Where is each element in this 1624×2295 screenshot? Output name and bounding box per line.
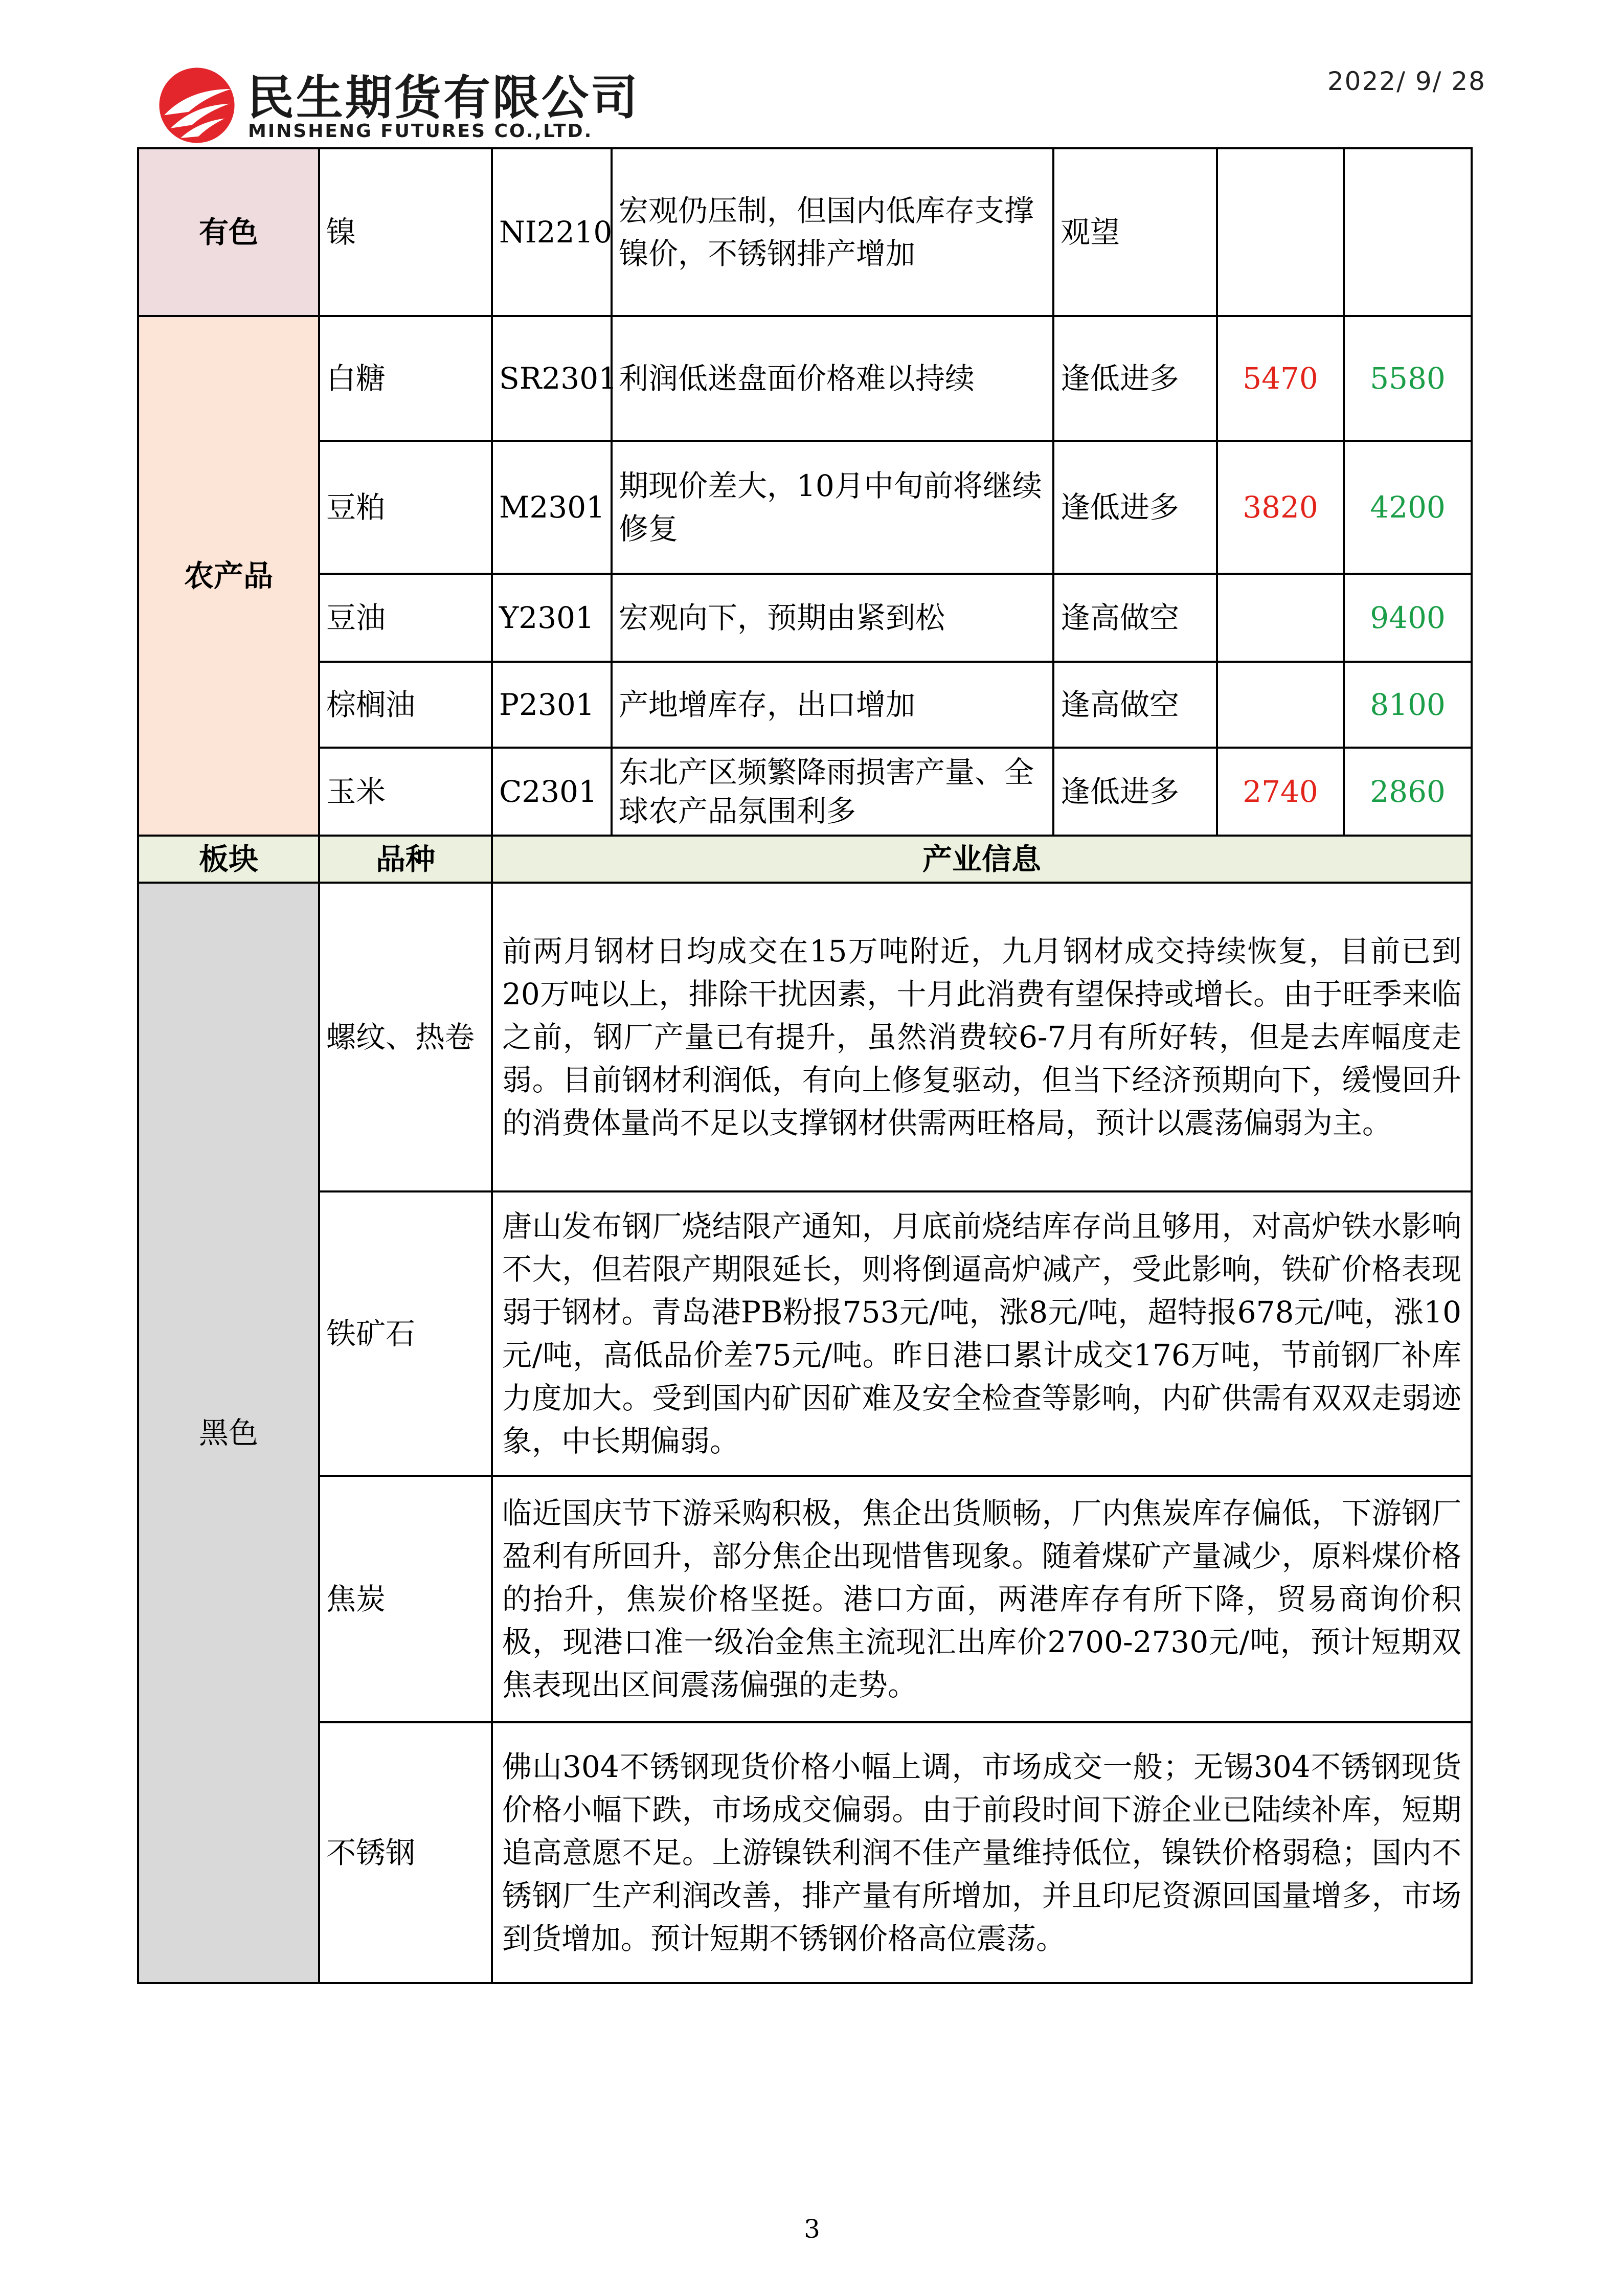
entry-price-cell <box>1217 148 1344 316</box>
view-cell: 利润低迷盘面价格难以持续 <box>612 316 1053 441</box>
strategy-cell: 逢低进多 <box>1053 441 1217 574</box>
contract-cell: SR2301 <box>492 316 612 441</box>
strategy-row <box>138 748 1472 836</box>
view-cell: 东北产区频繁降雨损害产量、全球农产品氛围利多 <box>612 748 1053 836</box>
strategy-cell: 逢高做空 <box>1053 574 1217 662</box>
view-cell: 期现价差大，10月中旬前将继续修复 <box>612 441 1053 574</box>
strategy-row <box>138 316 1472 441</box>
info-row <box>138 1722 1472 1983</box>
info-text: 临近国庆节下游采购积极，焦企出货顺畅，厂内焦炭库存偏低，下游钢厂盈利有所回升，部分焦企出现惜售现象。随着煤矿产量减少，原料煤价格的抬升，焦炭价格坚挺。港口方面，两港库存有所下降，贸易商询价积极，现港口准一级冶金焦主流现汇出库价2700-2730元/吨，预计短期双焦表现出区间震荡偏强的走势。 <box>502 1496 1461 1702</box>
info-text: 前两月钢材日均成交在15万吨附近，九月钢材成交持续恢复，目前已到20万吨以上，排除干扰因素，十月此消费有望保持或增长。由于旺季来临之前，钢厂产量已有提升，虽然消费较6-7月有所好转，但是去库幅度走弱。目前钢材利润低，有向上修复驱动，但当下经济预期向下，缓慢回升的消费体量尚不足以支撑钢材供需两旺格局，预计以震荡偏弱为主。 <box>502 934 1461 1140</box>
product-cell: 玉米 <box>319 748 492 836</box>
info-cell <box>492 1722 1472 1983</box>
info-row <box>138 1476 1472 1722</box>
header-info: 产业信息 <box>492 836 1472 883</box>
target-price-cell: 2860 <box>1344 748 1472 836</box>
strategy-row <box>138 574 1472 662</box>
product-cell: 棕榈油 <box>319 662 492 748</box>
minsheng-swoosh-logo-icon <box>156 64 238 146</box>
info-text: 唐山发布钢厂烧结限产通知，月底前烧结库存尚且够用，对高炉铁水影响不大，但若限产期限延长，则将倒逼高炉减产，受此影响，铁矿价格表现弱于钢材。青岛港PB粉报753元/吨，涨8元/吨，超特报678元/吨，涨10元/吨，高低品价差75元/吨。昨日港口累计成交176万吨，节前钢厂补库力度加大。受到国内矿因矿难及安全检查等影响，内矿供需有双双走弱迹象，中长期偏弱。 <box>502 1209 1461 1458</box>
contract-cell: M2301 <box>492 441 612 574</box>
view-cell: 产地增库存，出口增加 <box>612 662 1053 748</box>
contract-cell: NI2210 <box>492 148 612 316</box>
product-cell: 豆油 <box>319 574 492 662</box>
info-header-row <box>138 836 1472 883</box>
view-cell: 宏观仍压制，但国内低库存支撑镍价，不锈钢排产增加 <box>612 148 1053 316</box>
entry-price-cell: 2740 <box>1217 748 1344 836</box>
header-product: 品种 <box>319 836 492 883</box>
info-text: 佛山304不锈钢现货价格小幅上调，市场成交一般；无锡304不锈钢现货价格小幅下跌，市场成交偏弱。由于前段时间下游企业已陆续补库，短期追高意愿不足。上游镍铁利润不佳产量维持低位，镍铁价格弱稳；国内不锈钢厂生产利润改善，排产量有所增加，并且印尼资源回国量增多，市场到货增加。预计短期不锈钢价格高位震荡。 <box>502 1749 1461 1956</box>
product-cell: 焦炭 <box>319 1476 492 1722</box>
product-cell: 不锈钢 <box>319 1722 492 1983</box>
strategy-row <box>138 148 1472 316</box>
strategy-cell: 逢低进多 <box>1053 748 1217 836</box>
strategy-cell: 逢低进多 <box>1053 316 1217 441</box>
company-name-en: MINSHENG FUTURES CO.,LTD. <box>248 121 593 142</box>
info-row <box>138 1191 1472 1476</box>
strategy-cell: 逢高做空 <box>1053 662 1217 748</box>
entry-price-cell <box>1217 574 1344 662</box>
product-cell: 铁矿石 <box>319 1191 492 1476</box>
product-cell: 豆粕 <box>319 441 492 574</box>
info-row <box>138 883 1472 1191</box>
sector-cell: 黑色 <box>138 883 319 1983</box>
info-cell <box>492 1191 1472 1476</box>
header-sector: 板块 <box>138 836 319 883</box>
target-price-cell <box>1344 148 1472 316</box>
product-cell: 螺纹、热卷 <box>319 883 492 1191</box>
info-cell <box>492 1476 1472 1722</box>
product-cell: 镍 <box>319 148 492 316</box>
target-price-cell: 9400 <box>1344 574 1472 662</box>
entry-price-cell: 5470 <box>1217 316 1344 441</box>
entry-price-cell <box>1217 662 1344 748</box>
futures-table <box>137 147 1473 1984</box>
sector-cell: 农产品 <box>138 316 319 836</box>
strategy-row <box>138 441 1472 574</box>
product-cell: 白糖 <box>319 316 492 441</box>
report-date: 2022/ 9/ 28 <box>1327 66 1486 96</box>
strategy-cell: 观望 <box>1053 148 1217 316</box>
contract-cell: C2301 <box>492 748 612 836</box>
view-cell: 宏观向下，预期由紧到松 <box>612 574 1053 662</box>
page-number: 3 <box>804 2214 820 2244</box>
target-price-cell: 5580 <box>1344 316 1472 441</box>
sector-cell: 有色 <box>138 148 319 316</box>
target-price-cell: 8100 <box>1344 662 1472 748</box>
info-cell <box>492 883 1472 1191</box>
entry-price-cell: 3820 <box>1217 441 1344 574</box>
company-logo <box>156 60 647 147</box>
contract-cell: Y2301 <box>492 574 612 662</box>
target-price-cell: 4200 <box>1344 441 1472 574</box>
contract-cell: P2301 <box>492 662 612 748</box>
strategy-row <box>138 662 1472 748</box>
company-name-cn: 民生期货有限公司 <box>247 71 640 125</box>
